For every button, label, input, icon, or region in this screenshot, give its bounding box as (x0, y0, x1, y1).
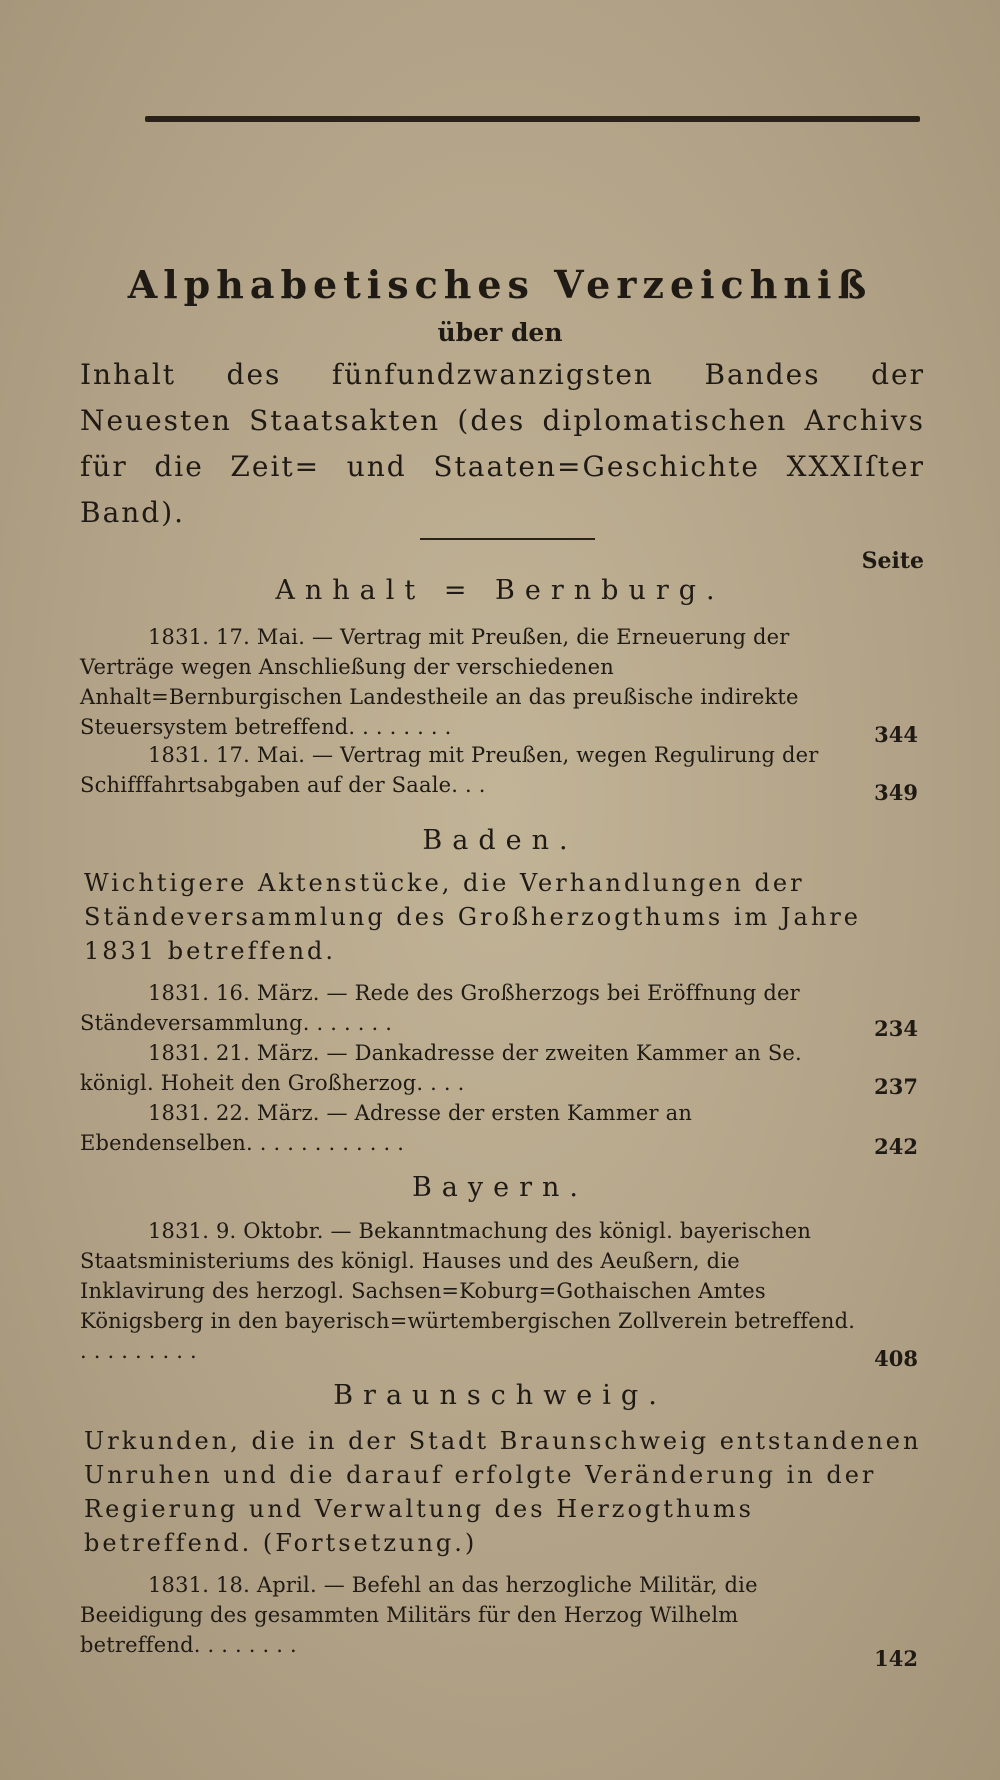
entry-text: 1831. 18. April. — Befehl an das herzogliche Militär, die Beeidigung des gesammten Militärs für den Herzog Wilhelm betreffend. . . . . . . . (80, 1573, 758, 1657)
section-heading-anhalt-bernburg: Anhalt = Bernburg. (275, 575, 725, 606)
section-heading-braunschweig: Braunschweig. (333, 1380, 667, 1411)
section-intro: Urkunden, die in der Stadt Braunschweig entstandenen Unruhen und die darauf erfolgte Veränderung in der Regierung und Verwaltung des Herzogthums betreffend. (Fortsetzung.) (84, 1427, 922, 1557)
intro-paragraph: Inhalt des fünfundzwanzigsten Bandes der Neuesten Staatsakten (des diplomatischen Archivs für die Zeit= und Staaten=Geschichte XXXIſter Band). (80, 358, 925, 529)
section-heading-bayern: Bayern. (411, 1172, 589, 1203)
section-heading-baden: Baden. (422, 825, 578, 856)
entry-text: 1831. 16. März. — Rede des Großherzogs bei Eröffnung der Ständeversammlung. . . . . . . (80, 981, 800, 1035)
entry-page: 234 (874, 1016, 918, 1041)
entry-text: 1831. 9. Oktobr. — Bekanntmachung des königl. bayerischen Staatsministeriums des königl. Hauses und des Aeußern, die Inklavirung des herzogl. Sachsen=Koburg=Gothaischen Amtes Königsberg in den bayerisch=würtembergischen Zollverein betreffend. . . . . . . . . . (80, 1219, 856, 1363)
entry-page: 408 (874, 1346, 918, 1371)
entry-page: 142 (874, 1646, 918, 1671)
page-column-label: Seite (861, 548, 924, 574)
entry-page: 242 (874, 1134, 918, 1159)
section-divider (420, 538, 595, 540)
page-title: Alphabetisches Verzeichniß (127, 262, 873, 307)
entry-text: 1831. 21. März. — Dankadresse der zweiten Kammer an Se. königl. Hoheit den Großherzog. . . . (80, 1041, 802, 1095)
entry-page: 344 (874, 722, 918, 747)
page-subtitle: über den (437, 318, 563, 347)
entry-text: 1831. 22. März. — Adresse der ersten Kammer an Ebendenselben. . . . . . . . . . . . (80, 1101, 693, 1155)
entry-page: 349 (874, 780, 918, 805)
top-rule (145, 116, 920, 122)
entry-page: 237 (874, 1074, 918, 1099)
entry-text: 1831. 17. Mai. — Vertrag mit Preußen, wegen Regulirung der Schifffahrtsabgaben auf der Saale. . . (80, 743, 819, 797)
section-intro: Wichtigere Aktenstücke, die Verhandlungen der Ständeversammlung des Großherzogthums im Jahre 1831 betreffend. (84, 869, 861, 965)
entry-text: 1831. 17. Mai. — Vertrag mit Preußen, die Erneuerung der Verträge wegen Anschließung der verschiedenen Anhalt=Bernburgischen Landestheile an das preußische indirekte Steuersystem betreffend. . . . . . . . (80, 625, 799, 739)
